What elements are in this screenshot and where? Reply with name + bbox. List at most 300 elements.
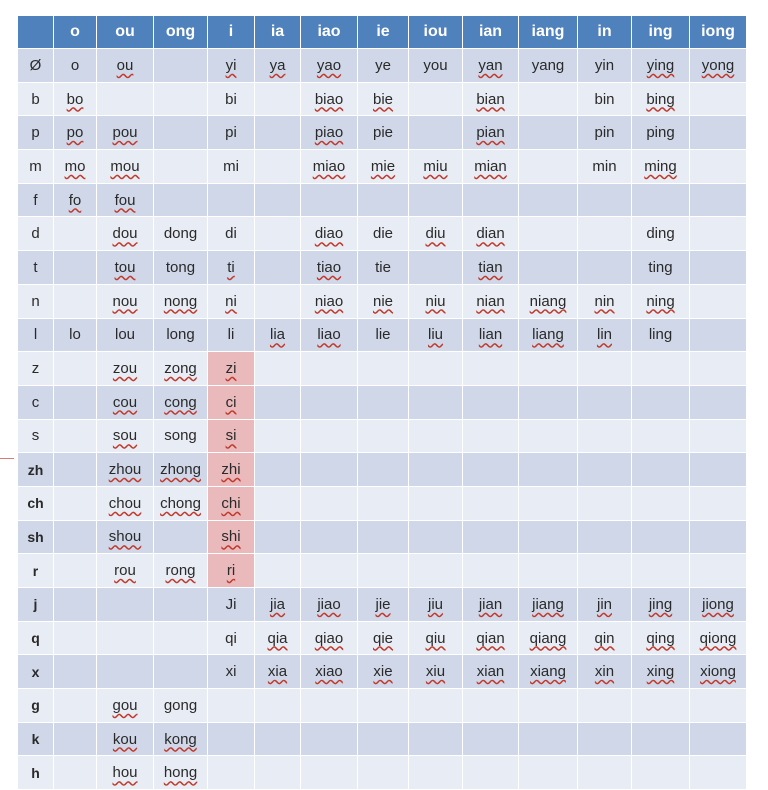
syllable-cell xyxy=(154,82,208,116)
syllable-cell xyxy=(54,82,97,116)
syllable-cell xyxy=(690,251,747,285)
syllable-cell xyxy=(154,183,208,217)
syllable-text: bie xyxy=(372,90,394,108)
syllable-cell xyxy=(463,183,519,217)
syllable-text: mian xyxy=(474,157,507,175)
table-row xyxy=(18,251,747,285)
syllable-cell xyxy=(255,385,301,419)
syllable-cell xyxy=(409,588,463,622)
syllable-text: qing xyxy=(646,629,675,647)
syllable-cell xyxy=(255,318,301,352)
syllable-cell xyxy=(97,352,154,386)
syllable-cell xyxy=(463,116,519,150)
syllable-text: diao xyxy=(314,225,344,243)
initial-cell: g xyxy=(18,689,54,723)
syllable-text: ding xyxy=(646,225,675,243)
syllable-cell xyxy=(578,722,632,756)
syllable-cell xyxy=(578,217,632,251)
syllable-cell xyxy=(578,554,632,588)
syllable-cell xyxy=(208,453,255,487)
syllable-text: yang xyxy=(531,56,565,74)
syllable-cell xyxy=(154,689,208,723)
syllable-cell xyxy=(519,419,578,453)
syllable-text: kou xyxy=(112,730,138,748)
syllable-cell xyxy=(690,689,747,723)
header-final: ie xyxy=(358,16,409,49)
initial-cell: h xyxy=(18,756,54,790)
syllable-cell xyxy=(97,689,154,723)
syllable-cell xyxy=(358,689,409,723)
syllable-cell xyxy=(519,217,578,251)
syllable-cell xyxy=(97,150,154,184)
syllable-text: ti xyxy=(227,258,235,276)
syllable-cell xyxy=(358,116,409,150)
syllable-cell xyxy=(578,116,632,150)
syllable-text: niu xyxy=(425,292,446,310)
syllable-cell xyxy=(409,318,463,352)
syllable-cell xyxy=(255,756,301,790)
syllable-text: miu xyxy=(423,157,448,175)
table-row xyxy=(18,756,747,790)
initial-cell: q xyxy=(18,621,54,655)
syllable-cell xyxy=(301,49,358,83)
syllable-cell xyxy=(519,385,578,419)
syllable-cell xyxy=(54,385,97,419)
syllable-text: qin xyxy=(594,629,615,647)
syllable-cell xyxy=(154,318,208,352)
header-final: ia xyxy=(255,16,301,49)
syllable-cell xyxy=(578,183,632,217)
pinyin-table-container xyxy=(17,15,746,782)
syllable-cell xyxy=(632,756,690,790)
syllable-text: mie xyxy=(370,157,396,175)
syllable-text: ping xyxy=(646,124,675,142)
syllable-cell xyxy=(301,82,358,116)
syllable-text: song xyxy=(164,427,197,445)
syllable-cell xyxy=(578,655,632,689)
syllable-cell xyxy=(54,588,97,622)
syllable-cell xyxy=(519,588,578,622)
syllable-cell xyxy=(409,352,463,386)
syllable-cell xyxy=(519,486,578,520)
syllable-text: si xyxy=(225,427,237,445)
syllable-cell xyxy=(409,150,463,184)
syllable-text: xie xyxy=(373,663,393,681)
finals-header-row xyxy=(18,16,747,49)
syllable-cell xyxy=(54,183,97,217)
syllable-cell xyxy=(409,251,463,285)
syllable-cell xyxy=(632,588,690,622)
syllable-text: qi xyxy=(225,629,237,647)
syllable-text: lou xyxy=(114,326,136,344)
syllable-cell xyxy=(255,183,301,217)
initial-cell: m xyxy=(18,150,54,184)
syllable-cell xyxy=(463,756,519,790)
initial-cell: p xyxy=(18,116,54,150)
syllable-cell xyxy=(301,453,358,487)
syllable-cell xyxy=(301,486,358,520)
syllable-cell xyxy=(519,621,578,655)
syllable-text: qiang xyxy=(529,629,567,647)
syllable-cell xyxy=(409,756,463,790)
syllable-cell xyxy=(255,621,301,655)
syllable-text: jin xyxy=(596,595,612,613)
syllable-cell xyxy=(690,217,747,251)
syllable-cell xyxy=(301,588,358,622)
syllable-text: qia xyxy=(267,629,288,647)
syllable-text: dou xyxy=(112,225,138,243)
syllable-cell xyxy=(208,352,255,386)
syllable-text: jiong xyxy=(702,595,734,613)
syllable-cell xyxy=(301,756,358,790)
syllable-cell xyxy=(519,655,578,689)
syllable-cell xyxy=(208,116,255,150)
syllable-cell xyxy=(255,49,301,83)
syllable-cell xyxy=(463,49,519,83)
syllable-text: piao xyxy=(314,124,344,142)
syllable-cell xyxy=(154,655,208,689)
syllable-cell xyxy=(463,251,519,285)
table-row xyxy=(18,82,747,116)
syllable-cell xyxy=(97,183,154,217)
syllable-cell xyxy=(463,486,519,520)
syllable-text: tian xyxy=(478,258,503,276)
syllable-text: rong xyxy=(165,562,196,580)
syllable-cell xyxy=(358,82,409,116)
syllable-text: shi xyxy=(221,528,241,546)
syllable-cell xyxy=(154,49,208,83)
syllable-cell xyxy=(463,689,519,723)
syllable-text: ting xyxy=(648,258,673,276)
syllable-cell xyxy=(409,655,463,689)
syllable-cell xyxy=(578,284,632,318)
syllable-text: xin xyxy=(594,663,615,681)
syllable-cell xyxy=(519,722,578,756)
syllable-text: sou xyxy=(112,427,138,445)
syllable-text: nong xyxy=(163,292,198,310)
syllable-text: nie xyxy=(372,292,394,310)
syllable-cell xyxy=(463,318,519,352)
syllable-cell xyxy=(97,453,154,487)
syllable-cell xyxy=(690,486,747,520)
syllable-text: jiu xyxy=(427,595,443,613)
syllable-cell xyxy=(208,284,255,318)
syllable-cell xyxy=(154,419,208,453)
syllable-cell xyxy=(358,352,409,386)
syllable-cell xyxy=(97,588,154,622)
initial-cell: k xyxy=(18,722,54,756)
syllable-cell xyxy=(255,554,301,588)
syllable-text: biao xyxy=(314,90,344,108)
syllable-cell xyxy=(463,217,519,251)
syllable-text: ye xyxy=(375,56,391,74)
syllable-cell xyxy=(632,284,690,318)
syllable-cell xyxy=(409,183,463,217)
syllable-cell xyxy=(578,689,632,723)
syllable-cell xyxy=(301,655,358,689)
syllable-text: ying xyxy=(646,56,675,74)
syllable-cell xyxy=(97,82,154,116)
syllable-text: yi xyxy=(225,56,237,74)
syllable-cell xyxy=(632,655,690,689)
syllable-cell xyxy=(97,49,154,83)
syllable-cell xyxy=(690,756,747,790)
syllable-cell xyxy=(358,150,409,184)
syllable-text: kong xyxy=(164,730,197,748)
table-row xyxy=(18,419,747,453)
syllable-text: yao xyxy=(316,56,342,74)
syllable-cell xyxy=(97,385,154,419)
syllable-cell xyxy=(54,689,97,723)
syllable-cell xyxy=(54,554,97,588)
syllable-cell xyxy=(97,756,154,790)
table-row xyxy=(18,689,747,723)
syllable-cell xyxy=(54,419,97,453)
syllable-cell xyxy=(519,352,578,386)
syllable-cell xyxy=(632,385,690,419)
header-final: iong xyxy=(690,16,747,49)
syllable-cell xyxy=(358,217,409,251)
syllable-cell xyxy=(54,116,97,150)
syllable-cell xyxy=(632,150,690,184)
syllable-cell xyxy=(97,116,154,150)
syllable-cell xyxy=(690,419,747,453)
syllable-cell xyxy=(409,385,463,419)
syllable-text: qiu xyxy=(425,629,446,647)
syllable-cell xyxy=(519,284,578,318)
syllable-cell xyxy=(409,453,463,487)
table-row xyxy=(18,722,747,756)
syllable-cell xyxy=(301,150,358,184)
syllable-cell xyxy=(208,251,255,285)
syllable-cell xyxy=(690,453,747,487)
syllable-text: dian xyxy=(476,225,505,243)
syllable-cell xyxy=(463,385,519,419)
header-final: iou xyxy=(409,16,463,49)
syllable-text: min xyxy=(592,157,617,175)
syllable-text: po xyxy=(66,124,84,142)
syllable-cell xyxy=(301,318,358,352)
syllable-cell xyxy=(409,82,463,116)
syllable-cell xyxy=(54,49,97,83)
syllable-cell xyxy=(301,689,358,723)
syllable-text: ou xyxy=(116,56,134,74)
syllable-cell xyxy=(409,689,463,723)
syllable-cell xyxy=(154,251,208,285)
initial-cell: j xyxy=(18,588,54,622)
syllable-text: tong xyxy=(165,258,196,276)
syllable-cell xyxy=(208,554,255,588)
syllable-cell xyxy=(632,453,690,487)
syllable-cell xyxy=(632,722,690,756)
syllable-text: di xyxy=(225,225,237,243)
syllable-cell xyxy=(255,150,301,184)
syllable-cell xyxy=(409,486,463,520)
syllable-cell xyxy=(208,722,255,756)
syllable-cell xyxy=(154,217,208,251)
syllable-text: yong xyxy=(701,56,735,74)
syllable-cell xyxy=(208,150,255,184)
syllable-cell xyxy=(409,554,463,588)
syllable-text: zhong xyxy=(160,461,201,479)
table-row xyxy=(18,318,747,352)
syllable-cell xyxy=(519,150,578,184)
syllable-cell xyxy=(301,284,358,318)
syllable-text: pin xyxy=(594,124,615,142)
syllable-cell xyxy=(301,419,358,453)
table-row xyxy=(18,588,747,622)
syllable-cell xyxy=(97,486,154,520)
syllable-cell xyxy=(358,588,409,622)
syllable-cell xyxy=(632,183,690,217)
syllable-cell xyxy=(690,82,747,116)
syllable-text: bin xyxy=(594,90,615,108)
syllable-text: jiao xyxy=(317,595,341,613)
syllable-cell xyxy=(358,722,409,756)
initial-cell: s xyxy=(18,419,54,453)
syllable-cell xyxy=(463,453,519,487)
syllable-text: cou xyxy=(112,393,138,411)
syllable-cell xyxy=(690,520,747,554)
syllable-text: ling xyxy=(648,326,673,344)
syllable-text: mou xyxy=(110,157,140,175)
syllable-text: die xyxy=(372,225,394,243)
syllable-cell xyxy=(578,756,632,790)
syllable-text: xiong xyxy=(700,663,736,681)
header-final: i xyxy=(208,16,255,49)
syllable-cell xyxy=(208,82,255,116)
table-row xyxy=(18,486,747,520)
syllable-cell xyxy=(208,689,255,723)
header-final: iao xyxy=(301,16,358,49)
syllable-cell xyxy=(690,49,747,83)
syllable-text: xing xyxy=(646,663,675,681)
syllable-cell xyxy=(97,419,154,453)
syllable-text: gou xyxy=(112,696,138,714)
table-row xyxy=(18,116,747,150)
syllable-cell xyxy=(255,352,301,386)
syllable-cell xyxy=(54,284,97,318)
table-row xyxy=(18,655,747,689)
syllable-cell xyxy=(463,352,519,386)
syllable-cell xyxy=(97,318,154,352)
initial-cell: r xyxy=(18,554,54,588)
syllable-cell xyxy=(409,621,463,655)
syllable-cell xyxy=(409,722,463,756)
syllable-cell xyxy=(578,520,632,554)
table-row xyxy=(18,217,747,251)
syllable-text: zi xyxy=(225,360,237,378)
syllable-cell xyxy=(519,453,578,487)
initial-cell: d xyxy=(18,217,54,251)
syllable-cell xyxy=(409,520,463,554)
syllable-text: tie xyxy=(375,258,391,276)
syllable-cell xyxy=(632,82,690,116)
syllable-cell xyxy=(54,621,97,655)
syllable-text: nian xyxy=(476,292,505,310)
syllable-cell xyxy=(463,419,519,453)
syllable-text: liao xyxy=(317,326,341,344)
syllable-text: pie xyxy=(372,124,394,142)
syllable-text: fo xyxy=(68,191,82,209)
syllable-cell xyxy=(154,150,208,184)
syllable-cell xyxy=(519,49,578,83)
syllable-text: chi xyxy=(221,494,241,512)
syllable-cell xyxy=(54,318,97,352)
syllable-cell xyxy=(301,722,358,756)
syllable-text: hou xyxy=(112,764,138,782)
table-row xyxy=(18,352,747,386)
syllable-cell xyxy=(97,520,154,554)
syllable-cell xyxy=(632,486,690,520)
syllable-cell xyxy=(358,655,409,689)
syllable-cell xyxy=(463,284,519,318)
syllable-cell xyxy=(301,217,358,251)
syllable-text: chong xyxy=(160,494,201,512)
syllable-text: bo xyxy=(66,90,84,108)
syllable-text: bing xyxy=(646,90,675,108)
syllable-cell xyxy=(208,621,255,655)
syllable-cell xyxy=(208,486,255,520)
syllable-cell xyxy=(97,251,154,285)
syllable-text: zong xyxy=(164,360,197,378)
table-row xyxy=(18,453,747,487)
syllable-cell xyxy=(255,722,301,756)
syllable-cell xyxy=(632,217,690,251)
syllable-text: ya xyxy=(269,56,286,74)
initial-cell: sh xyxy=(18,520,54,554)
syllable-cell xyxy=(578,150,632,184)
syllable-cell xyxy=(632,419,690,453)
syllable-cell xyxy=(301,183,358,217)
syllable-text: you xyxy=(423,56,448,74)
syllable-cell xyxy=(358,520,409,554)
syllable-cell xyxy=(463,588,519,622)
syllable-text: qian xyxy=(476,629,505,647)
syllable-cell xyxy=(690,588,747,622)
syllable-cell xyxy=(578,486,632,520)
syllable-cell xyxy=(409,116,463,150)
header-final: o xyxy=(54,16,97,49)
pinyin-combination-table xyxy=(17,15,747,790)
syllable-text: diu xyxy=(425,225,446,243)
initial-cell: t xyxy=(18,251,54,285)
syllable-text: jiang xyxy=(532,595,564,613)
syllable-text: qie xyxy=(372,629,394,647)
syllable-text: qiao xyxy=(314,629,344,647)
syllable-cell xyxy=(54,756,97,790)
syllable-cell xyxy=(97,217,154,251)
syllable-cell xyxy=(255,486,301,520)
syllable-text: zhou xyxy=(108,461,142,479)
syllable-text: dong xyxy=(163,225,198,243)
syllable-cell xyxy=(154,453,208,487)
syllable-cell xyxy=(301,554,358,588)
syllable-cell xyxy=(519,756,578,790)
syllable-cell xyxy=(208,520,255,554)
syllable-cell xyxy=(409,49,463,83)
syllable-cell xyxy=(208,756,255,790)
syllable-cell xyxy=(690,116,747,150)
syllable-text: yan xyxy=(478,56,503,74)
syllable-cell xyxy=(301,520,358,554)
syllable-cell xyxy=(578,621,632,655)
syllable-text: jia xyxy=(269,595,285,613)
syllable-text: zhi xyxy=(221,461,241,479)
syllable-cell xyxy=(578,251,632,285)
syllable-cell xyxy=(578,82,632,116)
syllable-cell xyxy=(519,251,578,285)
